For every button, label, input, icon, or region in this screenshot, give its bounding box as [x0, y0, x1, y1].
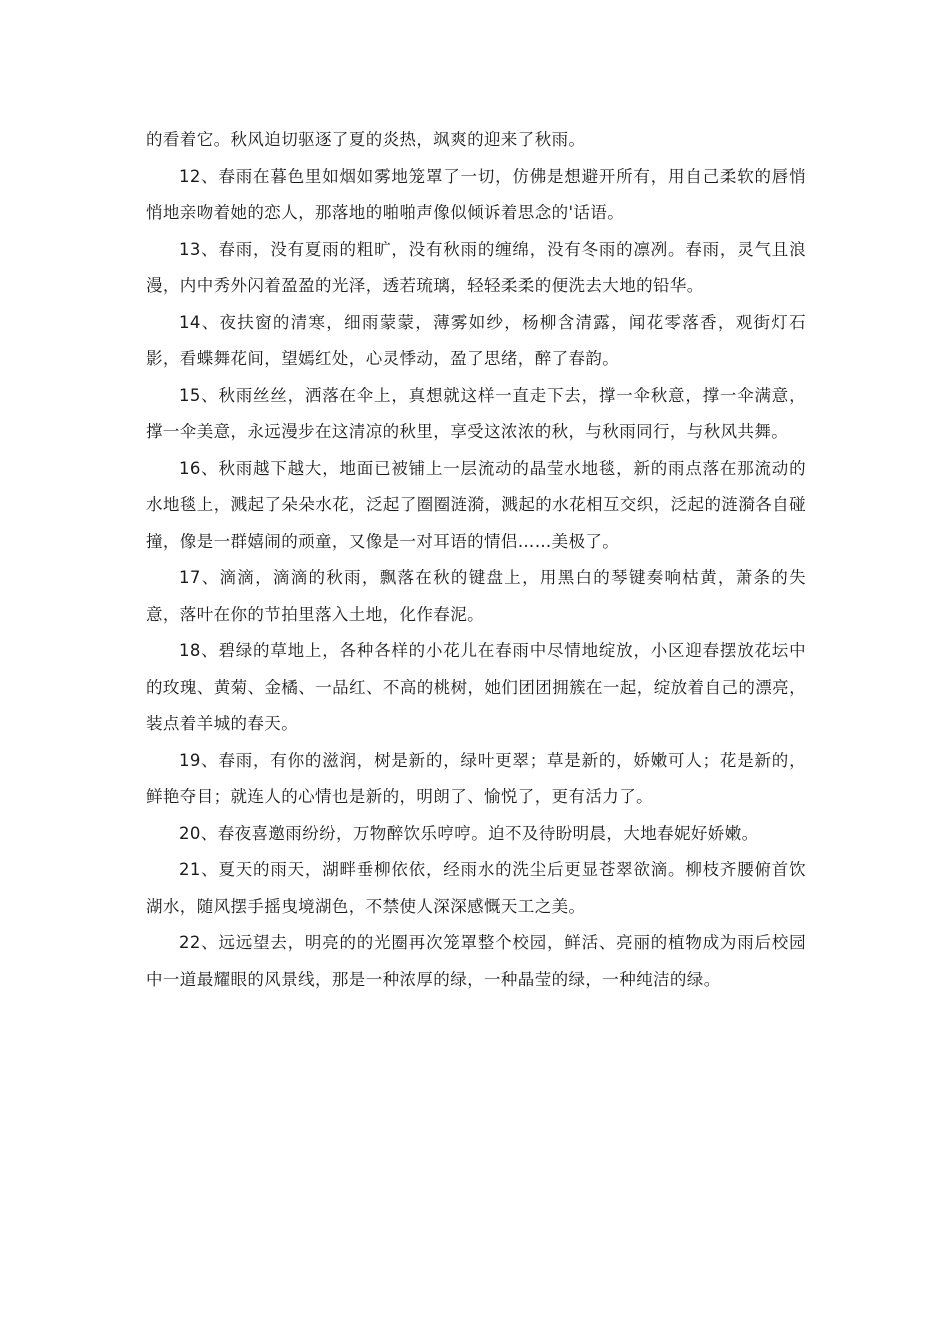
paragraph-14: 14、夜扶窗的清寒，细雨蒙蒙，薄雾如纱，杨柳含清露，闻花零落香，观街灯石影，看蝶舞花间，望嫣红处，心灵悸动，盈了思绪，醉了春韵。	[146, 312, 806, 368]
paragraph-18: 18、碧绿的草地上，各种各样的小花儿在春雨中尽情地绽放，小区迎春摆放花坛中的玫瑰、黄菊、金橘、一品红、不高的桃树，她们团团拥簇在一起，绽放着自己的漂亮，装点着羊城的春天。	[146, 641, 806, 733]
paragraph-20: 20、春夜喜邀雨纷纷，万物醉饮乐哼哼。迫不及待盼明晨，大地春妮好娇嫩。	[179, 823, 759, 843]
paragraph-22: 22、远远望去，明亮的的光圈再次笼罩整个校园，鲜活、亮丽的植物成为雨后校园中一道最耀眼的风景线，那是一种浓厚的绿，一种晶莹的绿，一种纯洁的绿。	[146, 933, 806, 989]
paragraph-21: 21、夏天的雨天，湖畔垂柳依依，经雨水的洗尘后更显苍翠欲滴。柳枝齐腰俯首饮湖水，随风摆手摇曳境湖色，不禁使人深深感慨天工之美。	[146, 860, 806, 916]
paragraph-15: 15、秋雨丝丝，洒落在伞上，真想就这样一直走下去，撑一伞秋意，撑一伞满意，撑一伞美意，永远漫步在这清凉的秋里，享受这浓浓的秋，与秋雨同行，与秋风共舞。	[146, 385, 806, 441]
document-body	[146, 122, 806, 998]
paragraph-13: 13、春雨，没有夏雨的粗旷，没有秋雨的缠绵，没有冬雨的凛冽。春雨，灵气且浪漫，内中秀外闪着盈盈的光泽，透若琉璃，轻轻柔柔的便洗去大地的铅华。	[146, 239, 806, 295]
paragraph-17: 17、滴滴，滴滴的秋雨，飘落在秋的键盘上，用黑白的琴键奏响枯黄，萧条的失意，落叶在你的节拍里落入土地，化作春泥。	[146, 568, 806, 624]
paragraph-continuation: 的看着它。秋风迫切驱逐了夏的炎热，飒爽的迎来了秋雨。	[146, 130, 586, 149]
paragraph-16: 16、秋雨越下越大，地面已被铺上一层流动的晶莹水地毯，新的雨点落在那流动的水地毯上，溅起了朵朵水花，泛起了圈圈涟漪，溅起的水花相互交织，泛起的涟漪各自碰撞，像是一群嬉闹的顽童，又像是一对耳语的情侣……美极了。	[146, 458, 806, 551]
paragraph-12: 12、春雨在暮色里如烟如雾地笼罩了一切，仿佛是想避开所有，用自己柔软的唇悄悄地亲吻着她的恋人，那落地的啪啪声像似倾诉着思念的'话语。	[146, 166, 806, 222]
paragraph-19: 19、春雨，有你的滋润，树是新的，绿叶更翠；草是新的，娇嫩可人；花是新的，鲜艳夺目；就连人的心情也是新的，明朗了、愉悦了，更有活力了。	[146, 750, 806, 806]
